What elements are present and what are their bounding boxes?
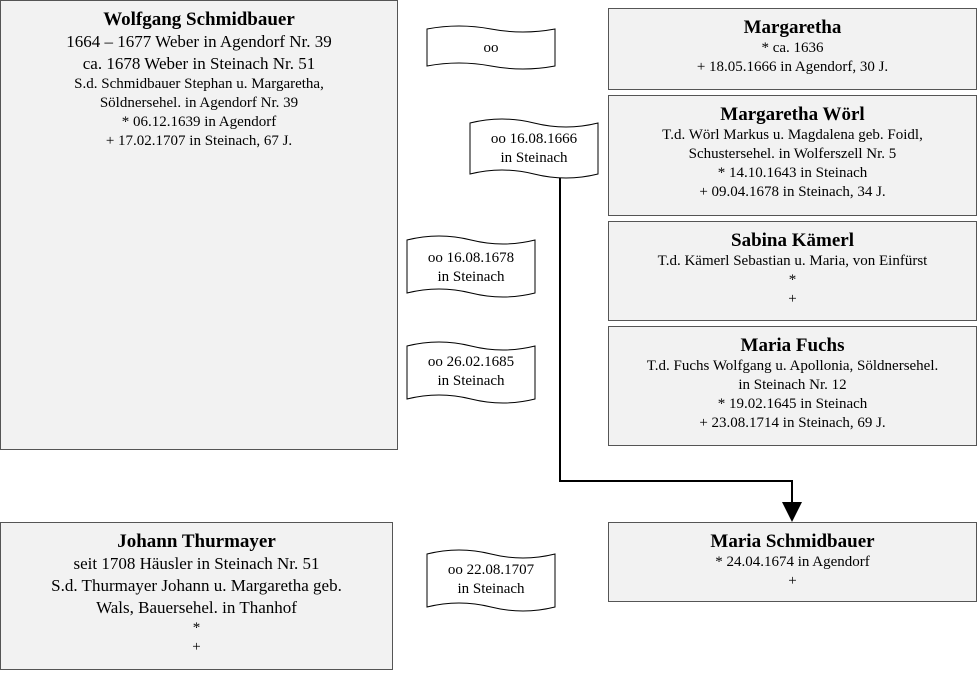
person-detail: seit 1708 Häusler in Steinach Nr. 51 [73,554,320,573]
person-name: Margaretha [743,17,842,38]
marriage-place: in Steinach [437,269,505,285]
person-detail: S.d. Thurmayer Johann u. Margaretha geb. [51,576,342,595]
marriage-date: oo 16.08.1666 [490,131,578,147]
marriage-place: in Steinach [457,581,525,597]
person-detail: S.d. Schmidbauer Stephan u. Margaretha, [74,76,324,92]
person-card-margaretha [608,8,977,90]
marriage-label: oo [483,40,499,56]
person-birth: * 19.02.1645 in Steinach [717,396,868,412]
person-name: Johann Thurmayer [117,531,276,552]
person-card-maria-fuchs [608,326,977,446]
person-birth: * [192,620,201,636]
person-detail: T.d. Kämerl Sebastian u. Maria, von Einfürst [657,253,928,269]
person-death: + 09.04.1678 in Steinach, 34 J. [699,184,886,200]
person-death: + 17.02.1707 in Steinach, 67 J. [105,133,293,149]
person-name: Wolfgang Schmidbauer [103,9,295,30]
person-birth: * 24.04.1674 in Agendorf [715,554,870,570]
person-card-margaretha-woerl [608,95,977,216]
person-death: + 18.05.1666 in Agendorf, 30 J. [696,59,889,75]
person-detail: ca. 1678 Weber in Steinach Nr. 51 [82,54,316,73]
marriage-banner-2 [469,119,599,181]
person-death: + [192,639,201,655]
marriage-place: in Steinach [437,373,505,389]
person-detail: T.d. Wörl Markus u. Magdalena geb. Foidl, [662,127,923,143]
person-card-johann-thurmayer [0,522,393,670]
marriage-date: oo 26.02.1685 [427,354,515,370]
marriage-banner-1 [426,26,556,72]
person-birth: * ca. 1636 [761,40,824,56]
person-name: Maria Fuchs [740,335,845,356]
person-death: + [788,291,797,307]
person-detail: Schustersehel. in Wolferszell Nr. 5 [688,146,897,162]
person-detail: in Steinach Nr. 12 [738,377,847,393]
person-card-sabina-kaemerl [608,221,977,321]
person-name: Maria Schmidbauer [710,531,875,552]
person-birth: * 14.10.1643 in Steinach [717,165,868,181]
marriage-banner-4 [406,342,536,406]
marriage-place: in Steinach [500,150,568,166]
person-card-maria-schmidbauer [608,522,977,602]
person-name: Sabina Kämerl [731,230,854,251]
person-name: Margaretha Wörl [720,104,865,125]
person-detail: Wals, Bauersehel. in Thanhof [96,598,297,617]
person-detail: Söldnersehel. in Agendorf Nr. 39 [99,95,299,111]
person-detail: 1664 – 1677 Weber in Agendorf Nr. 39 [66,32,332,51]
person-detail: T.d. Fuchs Wolfgang u. Apollonia, Söldnersehel. [646,358,939,374]
person-death: + [788,573,797,589]
marriage-date: oo 22.08.1707 [447,562,535,578]
person-birth: * 06.12.1639 in Agendorf [121,114,277,130]
person-card-wolfgang-schmidbauer [0,0,398,450]
marriage-date: oo 16.08.1678 [427,250,515,266]
person-death: + 23.08.1714 in Steinach, 69 J. [699,415,886,431]
person-birth: * [788,272,797,288]
marriage-banner-5 [426,550,556,614]
marriage-banner-3 [406,236,536,300]
